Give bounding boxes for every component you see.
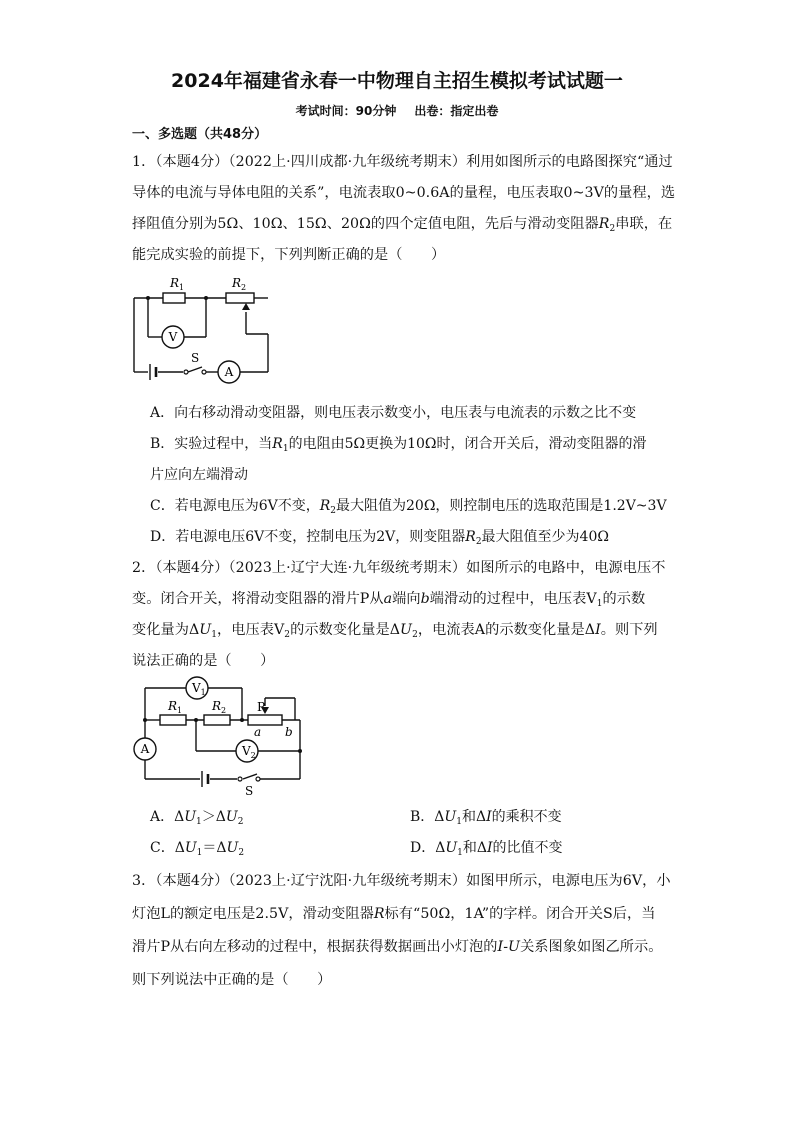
q2-c-text-2: ＝Δ — [202, 840, 227, 856]
q1-line-2: 导体的电流与导体电阻的关系”，电流表取0~0.6A的量程，电压表取0~3V的量程，选 — [132, 185, 676, 201]
q1-option-b-text-2: 的电阻由5Ω更换为10Ω时，闭合开关后，滑动变阻器的滑 — [288, 436, 647, 452]
q1-d-r2-letter: R — [465, 529, 476, 545]
q2-p-label: P — [257, 700, 266, 714]
q2-d-u1-sub: 1 — [457, 848, 463, 858]
exam-info — [0, 102, 794, 119]
q2-circuit-diagram — [130, 676, 310, 798]
q1-c-r2-sub: 2 — [330, 506, 337, 516]
q2-a-u2-sub: 2 — [237, 817, 244, 827]
q1-voltmeter-label: V — [168, 330, 178, 344]
q1-option-b-line-2: 片应向左端滑动 — [150, 467, 248, 483]
q1-line-3a: 择阻值分别为5Ω、10Ω、15Ω、20Ω的四个定值电阻，先后与滑动变阻器 — [132, 216, 599, 232]
q1-r1-label: $R_1$ — [170, 276, 185, 292]
q2-u1-letter: U — [199, 622, 212, 638]
q2-line-3d: ，电流表A的示数变化量是Δ — [417, 622, 596, 638]
q2-line-2d: 的示数 — [602, 591, 646, 607]
q2-a-u2: U — [225, 809, 238, 825]
q2-switch — [238, 777, 242, 781]
section-title: 一、多选题（共48分） — [132, 127, 268, 142]
q2-rheostat — [248, 715, 282, 725]
q1-slider-arrow — [242, 303, 250, 310]
q1-b-r1-sub: 1 — [282, 444, 289, 454]
q2-option-a[interactable] — [150, 806, 243, 827]
q2-c-u1: U — [184, 840, 197, 856]
q2-r1-label: $R_1$ — [168, 699, 183, 715]
q1-c-r2-letter: R — [319, 498, 331, 514]
q2-line-1: 2．（本题4分）（2023上·辽宁大连·九年级统考期末）如图所示的电路中，电源电压不 — [132, 560, 666, 576]
q3-line-4: 则下列说法中正确的是（ ） — [132, 972, 332, 988]
q3-line-2b: 标有“50Ω，1A”的字样。闭合开关S后，当 — [384, 906, 656, 922]
q1-option-c-text-1: C．若电源电压为6V不变， — [150, 498, 320, 514]
q2-a-u1-sub: 1 — [196, 817, 202, 827]
q1-r2-sub: 2 — [609, 224, 616, 234]
q3-line-3 — [132, 936, 662, 956]
q1-r1-resistor — [163, 293, 185, 303]
q2-r2-label: $R_2$ — [212, 699, 227, 715]
q1-option-d-text-2: 最大阻值至少为40Ω — [481, 529, 609, 545]
q2-b-text-2: 和Δ — [461, 809, 487, 825]
q1-line-1: 1．（本题4分）（2022上·四川成都·九年级统考期末）利用如图所示的电路图探究“通过 — [132, 154, 673, 170]
q3-line-2 — [132, 903, 656, 923]
q1-option-c[interactable] — [150, 495, 667, 516]
q1-r2-label: $R_2$ — [232, 276, 247, 292]
q2-a-text-2: ＞Δ — [201, 809, 226, 825]
q2-c-u1-sub: 1 — [196, 848, 203, 858]
q2-line-3a: 变化量为Δ — [132, 622, 200, 638]
q2-u1-sub: 1 — [211, 630, 218, 640]
q2-b-label: b — [285, 725, 293, 739]
q2-d-text-3: 的比值不变 — [492, 840, 563, 856]
q3-r-letter: R — [373, 906, 385, 922]
q3-line-1: 3．（本题4分）（2023上·辽宁沈阳·九年级统考期末）如图甲所示，电源电压为6V，小 — [132, 873, 671, 889]
q2-a-text-1: A．Δ — [150, 809, 185, 825]
q2-ammeter-label: A — [140, 742, 150, 756]
q1-d-r2-sub: 2 — [475, 537, 482, 547]
q2-line-2b: 端向 — [392, 591, 421, 607]
q2-line-2c: 端滑动的过程中，电压表V — [429, 591, 597, 607]
q1-option-d-text-1: D．若电源电压6V不变，控制电压为2V，则变阻器 — [150, 529, 466, 545]
q2-b-i: I — [486, 809, 492, 825]
q2-a-letter: a — [383, 591, 393, 607]
q2-v2-label: $V_2$ — [242, 744, 256, 760]
q2-v2-sub: 2 — [284, 630, 291, 640]
q2-b-u1: U — [444, 809, 457, 825]
q2-d-text-2: 和Δ — [462, 840, 488, 856]
q2-line-3c: 的示数变化量是Δ — [290, 622, 401, 638]
q1-r2-rheostat — [226, 293, 254, 303]
q3-line-3a: 滑片P从右向左移动的过程中，根据获得数据画出小灯泡的 — [132, 939, 498, 955]
q1-line-3 — [132, 213, 672, 234]
q1-option-a[interactable]: A．向右移动滑动变阻器，则电压表示数变小，电压表与电流表的示数之比不变 — [150, 405, 637, 421]
q2-switch-label: S — [245, 784, 254, 798]
q1-option-c-text-2: 最大阻值为20Ω，则控制电压的选取范围是1.2V~3V — [336, 498, 667, 514]
q3-line-3b: 关系图象如图乙所示。 — [520, 939, 663, 955]
q2-line-3b: ，电压表V — [217, 622, 285, 638]
q2-r2-resistor — [204, 715, 230, 725]
q2-u2-letter: U — [400, 622, 413, 638]
q2-b-letter: b — [420, 591, 430, 607]
q2-b-u1-sub: 1 — [456, 817, 462, 827]
q2-c-u2-sub: 2 — [238, 848, 245, 858]
q2-line-3 — [132, 619, 658, 640]
page-title: 2024年福建省永春一中物理自主招生模拟考试试题一 — [171, 70, 623, 92]
q1-line-3b: 串联，在 — [615, 216, 673, 232]
q2-c-u2: U — [226, 840, 239, 856]
exam-author: 出卷：指定出卷 — [414, 104, 499, 118]
q3-line-2a: 灯泡L的额定电压是2.5V，滑动变阻器 — [132, 906, 374, 922]
q1-r2-letter: R — [598, 216, 610, 232]
q2-d-i: I — [487, 840, 493, 856]
q1-ammeter-label: A — [224, 365, 234, 379]
q3-iu-label: I-U — [497, 939, 521, 955]
q2-v1-sub: 1 — [596, 599, 603, 609]
q2-option-b[interactable] — [410, 806, 562, 827]
q1-switch-label: S — [191, 351, 200, 365]
q2-line-3e: 。则下列 — [600, 622, 658, 638]
q2-b-text-1: B．Δ — [410, 809, 445, 825]
q2-line-4: 说法正确的是（ ） — [132, 653, 275, 669]
q1-option-b-text-1: B．实验过程中，当 — [150, 436, 273, 452]
q2-i-letter: I — [595, 622, 601, 638]
q1-circuit-diagram — [128, 272, 278, 387]
q2-d-text-1: D．Δ — [410, 840, 446, 856]
q1-option-b[interactable] — [150, 433, 647, 454]
q2-v1-label: $V_1$ — [192, 681, 206, 697]
q2-c-text-1: C．Δ — [150, 840, 185, 856]
q1-b-r1-letter: R — [272, 436, 283, 452]
q2-a-u1: U — [184, 809, 197, 825]
q1-line-4: 能完成实验的前提下，下列判断正确的是（ ） — [132, 247, 446, 263]
q2-option-c[interactable] — [150, 837, 244, 858]
q2-a-label: a — [254, 725, 262, 739]
q2-r1-resistor — [160, 715, 186, 725]
q2-line-2a: 变。闭合开关，将滑动变阻器的滑片P从 — [132, 591, 384, 607]
q1-switch — [184, 370, 188, 374]
exam-time: 考试时间：90分钟 — [295, 104, 397, 118]
q2-u2-sub: 2 — [412, 630, 418, 640]
q1-option-d[interactable] — [150, 526, 609, 547]
q2-d-u1: U — [445, 840, 458, 856]
q2-option-d[interactable] — [410, 837, 563, 858]
q2-b-text-3: 的乘积不变 — [491, 809, 562, 825]
q2-line-2 — [132, 588, 645, 609]
